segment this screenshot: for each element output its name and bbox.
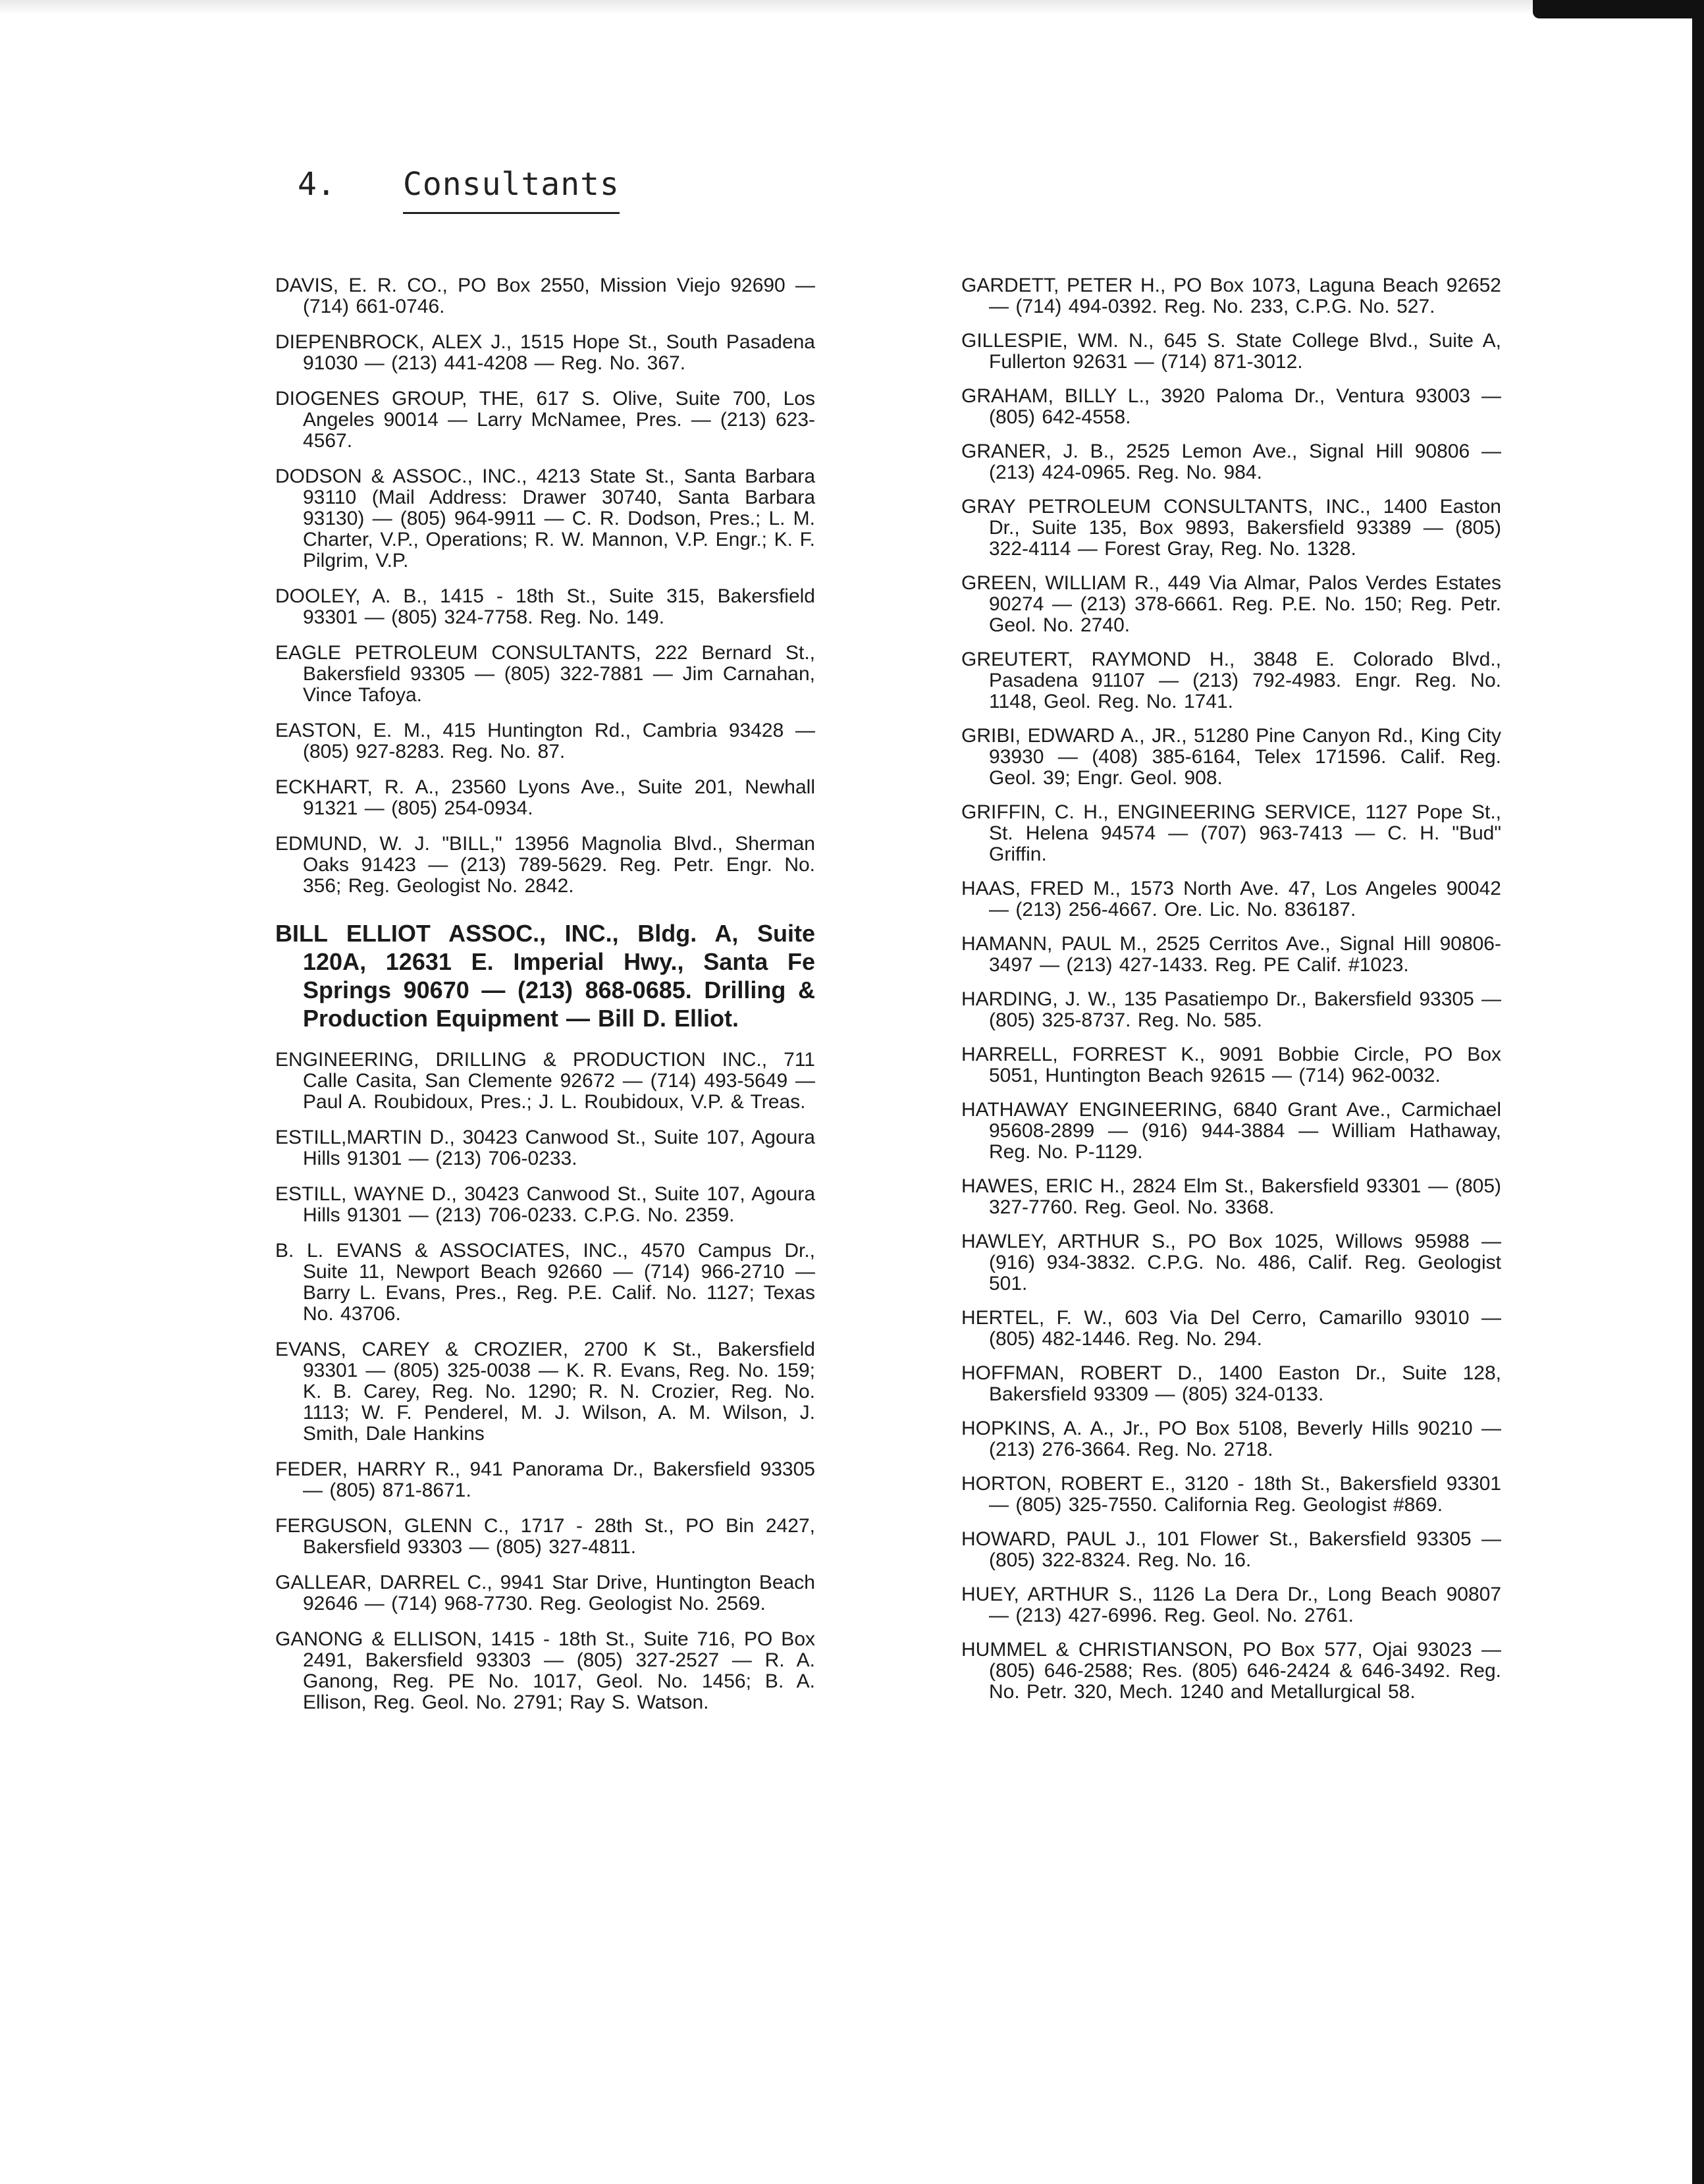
directory-entry: GRAHAM, BILLY L., 3920 Paloma Dr., Ventura 93003 — (805) 642-4558. <box>961 385 1501 428</box>
right-column <box>961 275 1501 1716</box>
directory-entry: HOWARD, PAUL J., 101 Flower St., Bakersfield 93305 — (805) 322-8324. Reg. No. 16. <box>961 1528 1501 1571</box>
scan-right-edge <box>1692 0 1704 2184</box>
directory-entry: EAGLE PETROLEUM CONSULTANTS, 222 Bernard St., Bakersfield 93305 — (805) 322-7881 — Jim Carnahan, Vince Tafoya. <box>275 642 815 706</box>
directory-entry: B. L. EVANS & ASSOCIATES, INC., 4570 Campus Dr., Suite 11, Newport Beach 92660 — (714) 966-2710 — Barry L. Evans, Pres., Reg. P.E. Calif. No. 1127; Texas No. 43706. <box>275 1240 815 1325</box>
directory-entry: ECKHART, R. A., 23560 Lyons Ave., Suite 201, Newhall 91321 — (805) 254-0934. <box>275 776 815 819</box>
section-header <box>298 166 620 214</box>
directory-entry: HUMMEL & CHRISTIANSON, PO Box 577, Ojai 93023 — (805) 646-2588; Res. (805) 646-2424 & 646-3492. Reg. No. Petr. 320, Mech. 1240 and Metallurgical 58. <box>961 1639 1501 1703</box>
directory-entry: ESTILL, WAYNE D., 30423 Canwood St., Suite 107, Agoura Hills 91301 — (213) 706-0233. C.P.G. No. 2359. <box>275 1183 815 1226</box>
directory-entry: EVANS, CAREY & CROZIER, 2700 K St., Bakersfield 93301 — (805) 325-0038 — K. R. Evans, Reg. No. 159; K. B. Carey, Reg. No. 1290; R. N. Crozier, Reg. No. 1113; W. F. Penderel, M. J. Wilson, A. M. Wilson, J. Smith, Dale Hankins <box>275 1339 815 1445</box>
scan-corner-shadow <box>1533 0 1704 18</box>
scan-top-shading <box>0 0 1704 14</box>
directory-entry: HAAS, FRED M., 1573 North Ave. 47, Los Angeles 90042 — (213) 256-4667. Ore. Lic. No. 836187. <box>961 878 1501 920</box>
directory-entry: GALLEAR, DARREL C., 9941 Star Drive, Huntington Beach 92646 — (714) 968-7730. Reg. Geologist No. 2569. <box>275 1572 815 1614</box>
directory-entry: HORTON, ROBERT E., 3120 - 18th St., Bakersfield 93301 — (805) 325-7550. California Reg. Geologist #869. <box>961 1473 1501 1516</box>
directory-entry: GILLESPIE, WM. N., 645 S. State College Blvd., Suite A, Fullerton 92631 — (714) 871-3012. <box>961 330 1501 373</box>
directory-entry: HUEY, ARTHUR S., 1126 La Dera Dr., Long Beach 90807 — (213) 427-6996. Reg. Geol. No. 2761. <box>961 1584 1501 1626</box>
directory-entry: DIOGENES GROUP, THE, 617 S. Olive, Suite 700, Los Angeles 90014 — Larry McNamee, Pres. — (213) 623-4567. <box>275 388 815 452</box>
directory-entry: GREUTERT, RAYMOND H., 3848 E. Colorado Blvd., Pasadena 91107 — (213) 792-4983. Engr. Reg. No. 1148, Geol. Reg. No. 1741. <box>961 649 1501 712</box>
directory-entry: GRANER, J. B., 2525 Lemon Ave., Signal Hill 90806 — (213) 424-0965. Reg. No. 984. <box>961 440 1501 483</box>
directory-entry: FERGUSON, GLENN C., 1717 - 28th St., PO Bin 2427, Bakersfield 93303 — (805) 327-4811. <box>275 1515 815 1558</box>
directory-entry: HARDING, J. W., 135 Pasatiempo Dr., Bakersfield 93305 — (805) 325-8737. Reg. No. 585. <box>961 988 1501 1031</box>
featured-directory-entry: BILL ELLIOT ASSOC., INC., Bldg. A, Suite 120A, 12631 E. Imperial Hwy., Santa Fe Springs 90670 — (213) 868-0685. Drilling & Production Equipment — Bill D. Elliot. <box>275 920 815 1032</box>
directory-entry: DODSON & ASSOC., INC., 4213 State St., Santa Barbara 93110 (Mail Address: Drawer 30740, Santa Barbara 93130) — (805) 964-9911 — C. R. Dodson, Pres.; L. M. Charter, V.P., Operations; R. W. Mannon, V.P. Engr.; K. F. Pilgrim, V.P. <box>275 466 815 572</box>
directory-entry: HOPKINS, A. A., Jr., PO Box 5108, Beverly Hills 90210 — (213) 276-3664. Reg. No. 2718. <box>961 1418 1501 1460</box>
directory-entry: HAWES, ERIC H., 2824 Elm St., Bakersfield 93301 — (805) 327-7760. Reg. Geol. No. 3368. <box>961 1175 1501 1218</box>
directory-entry: GRAY PETROLEUM CONSULTANTS, INC., 1400 Easton Dr., Suite 135, Box 9893, Bakersfield 93389 — (805) 322-4114 — Forest Gray, Reg. No. 1328. <box>961 496 1501 560</box>
directory-entry: ESTILL,MARTIN D., 30423 Canwood St., Suite 107, Agoura Hills 91301 — (213) 706-0233. <box>275 1127 815 1169</box>
directory-entry: EASTON, E. M., 415 Huntington Rd., Cambria 93428 — (805) 927-8283. Reg. No. 87. <box>275 720 815 762</box>
directory-entry: GRIFFIN, C. H., ENGINEERING SERVICE, 1127 Pope St., St. Helena 94574 — (707) 963-7413 — C. H. "Bud" Griffin. <box>961 801 1501 865</box>
directory-entry: HOFFMAN, ROBERT D., 1400 Easton Dr., Suite 128, Bakersfield 93309 — (805) 324-0133. <box>961 1362 1501 1405</box>
left-column <box>275 275 815 1728</box>
directory-entry: DOOLEY, A. B., 1415 - 18th St., Suite 315, Bakersfield 93301 — (805) 324-7758. Reg. No. 149. <box>275 585 815 628</box>
section-title: Consultants <box>403 166 620 214</box>
directory-entry: GRIBI, EDWARD A., JR., 51280 Pine Canyon Rd., King City 93930 — (408) 385-6164, Telex 171596. Calif. Reg. Geol. 39; Engr. Geol. 908. <box>961 725 1501 789</box>
directory-entry: HERTEL, F. W., 603 Via Del Cerro, Camarillo 93010 — (805) 482-1446. Reg. No. 294. <box>961 1307 1501 1350</box>
directory-entry: GANONG & ELLISON, 1415 - 18th St., Suite 716, PO Box 2491, Bakersfield 93303 — (805) 327-2527 — R. A. Ganong, Reg. PE No. 1017, Geol. No. 1456; B. A. Ellison, Reg. Geol. No. 2791; Ray S. Watson. <box>275 1628 815 1713</box>
directory-entry: ENGINEERING, DRILLING & PRODUCTION INC., 711 Calle Casita, San Clemente 92672 — (714) 493-5649 — Paul A. Roubidoux, Pres.; J. L. Roubidoux, V.P. & Treas. <box>275 1049 815 1113</box>
directory-entry: EDMUND, W. J. "BILL," 13956 Magnolia Blvd., Sherman Oaks 91423 — (213) 789-5629. Reg. Petr. Engr. No. 356; Reg. Geologist No. 2842. <box>275 833 815 897</box>
directory-entry: GARDETT, PETER H., PO Box 1073, Laguna Beach 92652 — (714) 494-0392. Reg. No. 233, C.P.G. No. 527. <box>961 275 1501 317</box>
directory-entry: GREEN, WILLIAM R., 449 Via Almar, Palos Verdes Estates 90274 — (213) 378-6661. Reg. P.E. No. 150; Reg. Petr. Geol. No. 2740. <box>961 572 1501 636</box>
directory-entry: HATHAWAY ENGINEERING, 6840 Grant Ave., Carmichael 95608-2899 — (916) 944-3884 — William Hathaway, Reg. No. P-1129. <box>961 1099 1501 1163</box>
directory-entry: DAVIS, E. R. CO., PO Box 2550, Mission Viejo 92690 — (714) 661-0746. <box>275 275 815 317</box>
section-number: 4. <box>298 166 336 203</box>
directory-entry: HARRELL, FORREST K., 9091 Bobbie Circle, PO Box 5051, Huntington Beach 92615 — (714) 962-0032. <box>961 1044 1501 1086</box>
directory-entry: DIEPENBROCK, ALEX J., 1515 Hope St., South Pasadena 91030 — (213) 441-4208 — Reg. No. 367. <box>275 331 815 374</box>
directory-entry: HAMANN, PAUL M., 2525 Cerritos Ave., Signal Hill 90806-3497 — (213) 427-1433. Reg. PE Calif. #1023. <box>961 933 1501 976</box>
directory-entry: FEDER, HARRY R., 941 Panorama Dr., Bakersfield 93305 — (805) 871-8671. <box>275 1458 815 1501</box>
directory-entry: HAWLEY, ARTHUR S., PO Box 1025, Willows 95988 — (916) 934-3832. C.P.G. No. 486, Calif. Reg. Geologist 501. <box>961 1231 1501 1294</box>
